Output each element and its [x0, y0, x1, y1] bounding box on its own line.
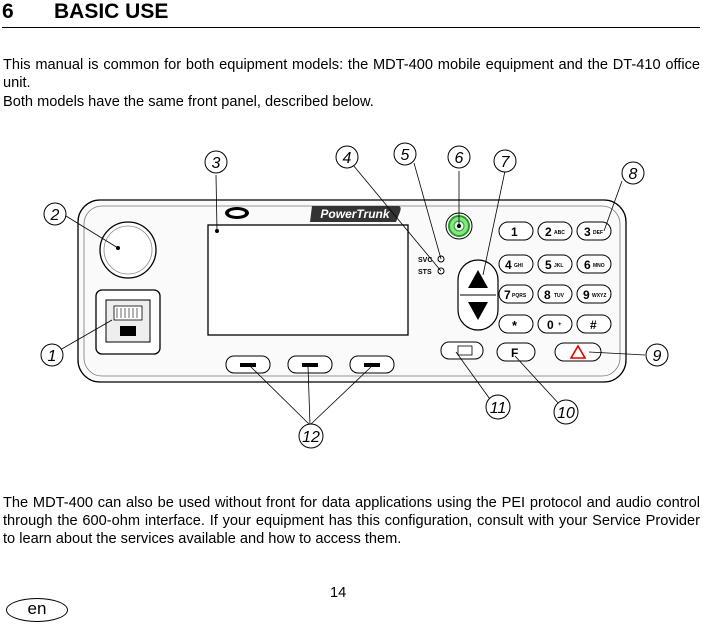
- tetra-logo-icon: [225, 207, 249, 219]
- key-9: [577, 285, 611, 303]
- svg-text:3: 3: [211, 155, 221, 172]
- section-number: 6: [2, 0, 14, 23]
- body-paragraph: The MDT-400 can also be used without front for data applications using the PEI protocol and audio control through the 600-ohm interface. If your equipment has this configuration, consult with your Service Provider to learn about the services available and how to access them.: [3, 495, 700, 547]
- svg-text:3: 3: [584, 225, 591, 239]
- svg-text:DEF: DEF: [593, 230, 603, 236]
- volume-knob: [100, 222, 156, 278]
- svg-text:6: 6: [454, 150, 464, 167]
- callout-2: [44, 203, 66, 225]
- svg-text:*: *: [512, 318, 518, 333]
- key-8: [538, 285, 572, 303]
- svg-text:MNO: MNO: [593, 263, 605, 269]
- svg-text:TUV: TUV: [554, 293, 564, 299]
- svg-text:4: 4: [342, 150, 352, 167]
- svg-text:7: 7: [504, 288, 511, 302]
- svg-text:10: 10: [557, 405, 575, 422]
- key-5: [538, 255, 572, 273]
- svg-text:STS: STS: [418, 269, 432, 276]
- svg-text:2: 2: [50, 207, 60, 224]
- scroll-key[interactable]: [458, 260, 498, 330]
- front-panel-diagram: [0, 140, 703, 455]
- language-badge: en: [6, 598, 68, 622]
- callout-7: [494, 150, 516, 172]
- soft-key-left[interactable]: [226, 356, 270, 373]
- mic-connector: [96, 290, 160, 354]
- svg-text:2: 2: [545, 225, 552, 239]
- svg-text:0: 0: [547, 318, 554, 332]
- svg-text:6: 6: [584, 258, 591, 272]
- callout-4: [336, 146, 358, 168]
- callout-1: [41, 344, 63, 366]
- key-1: [499, 222, 533, 240]
- callout-9: [646, 344, 668, 366]
- svg-text:4: 4: [505, 258, 512, 272]
- svg-text:ABC: ABC: [554, 230, 565, 236]
- svg-text:GHI: GHI: [514, 263, 523, 269]
- callout-3: [205, 151, 227, 173]
- key-star: [499, 315, 533, 333]
- svg-text:9: 9: [652, 348, 662, 365]
- svg-text:12: 12: [302, 429, 320, 446]
- display-screen: [208, 225, 408, 335]
- soft-key-middle[interactable]: [288, 356, 332, 373]
- svg-text:1: 1: [511, 225, 518, 239]
- svg-text:11: 11: [489, 400, 507, 417]
- function-key[interactable]: [497, 343, 535, 361]
- callout-8: [622, 162, 644, 184]
- soft-key-right[interactable]: [350, 356, 394, 373]
- intro-paragraph: This manual is common for both equipment models: the MDT-400 mobile equipment and the DT-410 office unit.: [3, 57, 700, 91]
- svg-text:7: 7: [500, 154, 510, 171]
- callout-10: [554, 400, 578, 424]
- callout-5: [394, 143, 416, 165]
- svg-text:8: 8: [628, 166, 638, 183]
- svg-text:PowerTrunk: PowerTrunk: [320, 207, 390, 221]
- svg-text:JKL: JKL: [554, 263, 564, 269]
- callout-11: [486, 395, 510, 419]
- svg-text:5: 5: [545, 258, 552, 272]
- svg-text:+: +: [558, 322, 562, 328]
- intro-paragraph-2: Both models have the same front panel, described below.: [3, 94, 374, 110]
- key-0: [538, 315, 572, 333]
- key-2: [538, 222, 572, 240]
- section-title: BASIC USE: [54, 0, 169, 23]
- section-heading: [2, 0, 700, 28]
- svg-text:9: 9: [583, 288, 590, 302]
- svg-text:PQRS: PQRS: [512, 293, 527, 299]
- svg-text:SVC: SVC: [418, 257, 433, 264]
- svg-text:#: #: [590, 318, 597, 332]
- key-4: [499, 255, 533, 273]
- svg-text:F: F: [511, 346, 519, 360]
- svg-text:8: 8: [544, 288, 551, 302]
- key-7: [499, 285, 533, 303]
- svg-text:WXYZ: WXYZ: [592, 293, 607, 299]
- svg-text:5: 5: [400, 147, 410, 164]
- svg-text:1: 1: [47, 348, 57, 365]
- cancel-key[interactable]: [441, 342, 483, 359]
- page-number: 14: [330, 585, 347, 601]
- callout-6: [448, 146, 470, 168]
- powertrunk-logo: [310, 206, 401, 222]
- key-hash: [577, 315, 611, 333]
- key-6: [577, 255, 611, 273]
- front-panel-figure: [0, 140, 703, 455]
- callout-12: [299, 424, 323, 448]
